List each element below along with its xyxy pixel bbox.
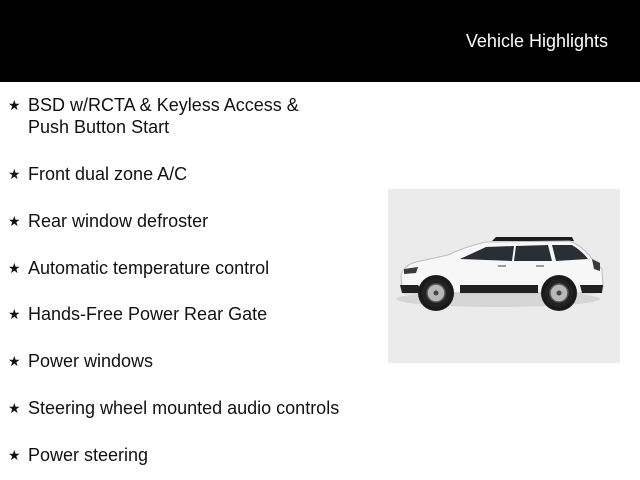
- star-icon: ★: [8, 447, 21, 463]
- feature-text: Automatic temperature control: [28, 258, 270, 278]
- star-icon: ★: [8, 400, 21, 416]
- feature-item: [8, 350, 368, 372]
- star-icon: ★: [8, 97, 21, 113]
- suv-illustration: [388, 189, 620, 363]
- rear-hub: [557, 291, 562, 296]
- feature-text: Steering wheel mounted audio controls: [28, 398, 340, 418]
- feature-item: [8, 303, 368, 325]
- rear-window: [514, 245, 552, 261]
- feature-item: [8, 397, 368, 419]
- star-icon: ★: [8, 260, 21, 276]
- side-cladding: [460, 285, 538, 293]
- door-handle: [536, 265, 544, 267]
- header-bar: [0, 0, 640, 82]
- feature-line: Push Button Start: [28, 117, 170, 137]
- star-icon: ★: [8, 166, 21, 182]
- feature-item: [8, 257, 368, 279]
- feature-text: Hands-Free Power Rear Gate: [28, 304, 268, 324]
- feature-line: BSD w/RCTA & Keyless Access &: [28, 95, 299, 115]
- star-icon: ★: [8, 306, 21, 322]
- feature-item: [8, 94, 368, 138]
- vehicle-photo: [388, 189, 620, 363]
- feature-text: Power steering: [28, 445, 149, 465]
- feature-text: Power windows: [28, 351, 154, 371]
- feature-text: Rear window defroster: [28, 211, 209, 231]
- door-handle: [498, 265, 506, 267]
- feature-item: [8, 163, 368, 185]
- page-title: Vehicle Highlights: [465, 31, 608, 51]
- star-icon: ★: [8, 213, 21, 229]
- feature-text: [28, 94, 299, 138]
- star-icon: ★: [8, 353, 21, 369]
- feature-item: [8, 210, 368, 232]
- front-hub: [434, 291, 439, 296]
- roof-rail: [492, 237, 574, 241]
- feature-item: [8, 444, 368, 466]
- feature-text: Front dual zone A/C: [28, 164, 188, 184]
- rear-bumper-cladding: [580, 285, 603, 293]
